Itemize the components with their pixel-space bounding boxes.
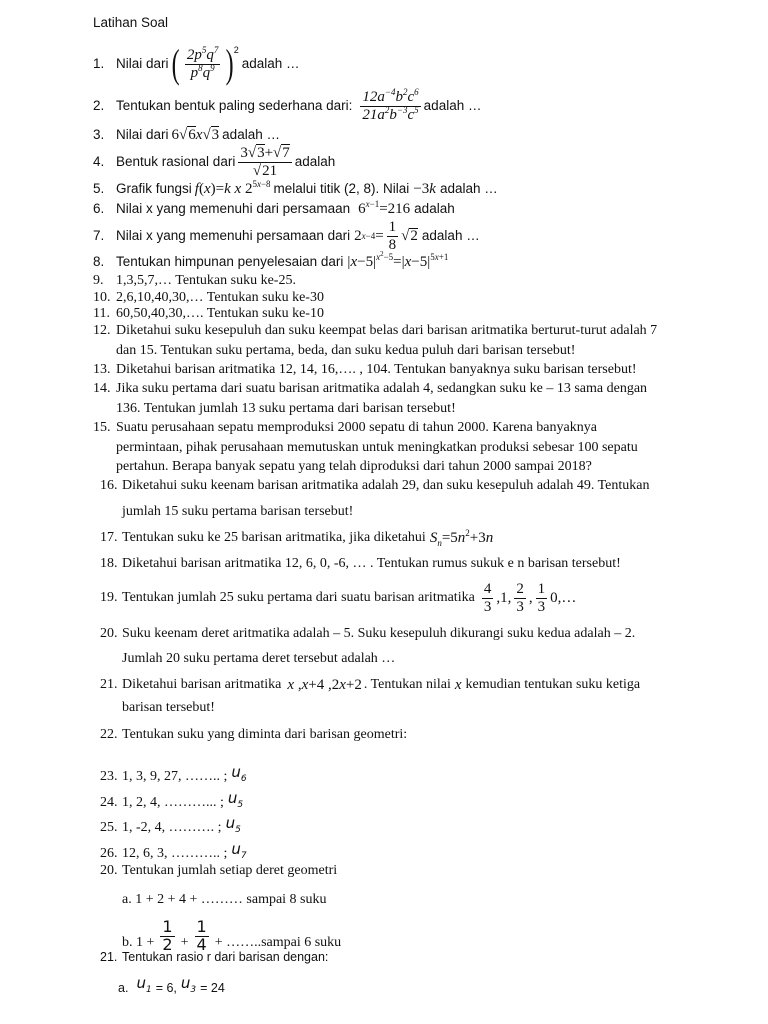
q19-sequence: $\frac{4}{3}$ ,1, $\frac{2}{3}$ , $\frac{1}{3}$ 0,…	[483, 581, 577, 615]
question-7: 7. Nilai x yang memenuhi persamaan dari 2 x−4 = $\frac{1}{8}$ √ 2 adalah …	[93, 219, 480, 253]
question-ratio: 21. Tentukan rasio r dari barisan dengan:	[100, 950, 329, 964]
question-1: 1. Nilai dari ( $\frac{2p^5q^7}{p^8q^9}$ ) $^2$ adalah …	[93, 41, 300, 86]
question-sum-a: a. 1 + 2 + 4 + ……… sampai 8 suku	[122, 892, 327, 907]
q6-equation: $6^{x-1}=216$	[358, 198, 411, 217]
question-17: 17. Tentukan suku ke 25 barisan aritmatika, jika diketahui $S_n=5n^2+3n$	[100, 527, 494, 548]
question-24: 24. 1, 2, 4, ………... ; $u_5$	[100, 789, 244, 810]
question-9: 9. 1,3,5,7,… Tentukan suku ke-25.	[93, 273, 296, 288]
question-21: 21. Diketahui barisan aritmatika x ,x+4 ,2x+2 . Tentukan nilai x kemudian tentukan suku ketiga	[100, 676, 641, 693]
question-14: 14. Jika suku pertama dari suatu barisan aritmatika adalah 4, sedangkan suku ke – 13 sama dengan	[93, 381, 648, 396]
question-20-line2: Jumlah 20 suku pertama deret tersebut adalah …	[122, 651, 396, 666]
question-22: 22. Tentukan suku yang diminta dari barisan geometri:	[100, 727, 408, 742]
question-19: 19. Tentukan jumlah 25 suku pertama dari suatu barisan aritmatika $\frac{4}{3}$ ,1, $\frac{2}{3}$ , $\frac{1}{3}$ 0,…	[100, 581, 577, 615]
question-15-line2: permintaan, pihak perusahaan memutuskan untuk meningkatkan produksi sebesar 100 sepatu	[116, 440, 638, 455]
question-12: 12. Diketahui suku kesepuluh dan suku keempat belas dari barisan aritmatika berturut-turut adalah 7	[93, 323, 658, 338]
q7-equation: 2 x−4 = $\frac{1}{8}$ √ 2	[354, 219, 418, 253]
question-sum-geometric: 20. Tentukan jumlah setiap deret geometri	[100, 863, 338, 878]
question-18: 18. Diketahui barisan aritmatika 12, 6, 0, -6, … . Tentukan rumus sukuk e n barisan tersebut!	[100, 556, 621, 571]
question-4: 4. Bentuk rasional dari $\frac{3√3+√7}{√21}$ adalah	[93, 145, 336, 179]
question-16: 16. Diketahui suku keenam barisan aritmatika adalah 29, dan suku kesepuluh adalah 49. Tentukan	[100, 478, 650, 493]
question-25: 25. 1, -2, 4, ………. ; $u_5$	[100, 814, 241, 835]
q5-value: −3k	[413, 180, 436, 197]
question-15-line3: pertahun. Berapa banyak sepatu yang telah diproduksi dari tahun 2000 sampai 2018?	[116, 459, 592, 474]
question-3: 3. Nilai dari 6√6x√3 adalah …	[93, 126, 280, 143]
q1-expression: ( $\frac{2p^5q^7}{p^8q^9}$ ) $^2$	[171, 41, 239, 86]
question-23: 23. 1, 3, 9, 27, …….. ; $u_6$	[100, 763, 247, 784]
question-16-line2: jumlah 15 suku pertama barisan tersebut!	[122, 504, 354, 519]
q8-equation: $|x-5|^{x^2-5}=|x-5|^{5x+1}$	[347, 250, 449, 270]
q2-expression: $\frac{12a^{-4}b^2c^6}{21a^2b^{-3}c^5}$	[362, 87, 419, 123]
question-8: 8. Tentukan himpunan penyelesaian dari $|x-5|^{x^2-5}=|x-5|^{5x+1}$	[93, 250, 449, 270]
question-10: 10. 2,6,10,40,30,… Tentukan suku ke-30	[93, 290, 324, 305]
page-title: Latihan Soal	[93, 15, 169, 30]
question-2: 2. Tentukan bentuk paling sederhana dari: $\frac{12a^{-4}b^2c^6}{21a^2b^{-3}c^5}$ adalah …	[93, 87, 482, 123]
question-21-line2: barisan tersebut!	[122, 700, 215, 715]
question-ratio-a: a. $u_1$ = 6, $u_3$ = 24	[118, 974, 225, 995]
q4-expression: $\frac{3√3+√7}{√21}$	[240, 145, 290, 179]
question-6: 6. Nilai x yang memenuhi dari persamaan $6^{x-1}=216$ adalah	[93, 198, 455, 217]
question-11: 11. 60,50,40,30,…. Tentukan suku ke-10	[93, 306, 324, 321]
question-12-line2: dan 15. Tentukan suku pertama, beda, dan suku kedua puluh dari barisan tersebut!	[116, 343, 576, 358]
question-26: 26. 12, 6, 3, ……….. ; $u_7$	[100, 840, 247, 861]
q21-sequence: x ,x+4 ,2x+2	[287, 676, 362, 693]
q3-expression: 6√6x√3	[171, 126, 220, 143]
question-20: 20. Suku keenam deret aritmatika adalah – 5. Suku kesepuluh dikurangi suku kedua adalah – 2.	[100, 626, 636, 641]
question-14-line2: 136. Tentukan jumlah 13 suku pertama dari barisan tersebut!	[116, 401, 456, 416]
q17-formula: $S_n=5n^2+3n$	[429, 527, 494, 548]
question-sum-b: b. 1 + $\frac{1}{2}$ + $\frac{1}{4}$ + ……..sampai 6 suku	[122, 917, 342, 955]
question-15: 15. Suatu perusahaan sepatu memproduksi 2000 sepatu di tahun 2000. Karena banyaknya	[93, 420, 597, 435]
question-13: 13. Diketahui barisan aritmatika 12, 14, 16,…. , 104. Tentukan banyaknya suku barisan tersebut!	[93, 362, 637, 377]
question-5: 5. Grafik fungsi f(x)=k x $2^{5x-8}$ melalui titik (2, 8). Nilai −3k adalah …	[93, 178, 498, 197]
q5-function: f(x)=k x $2^{5x-8}$	[194, 178, 271, 197]
